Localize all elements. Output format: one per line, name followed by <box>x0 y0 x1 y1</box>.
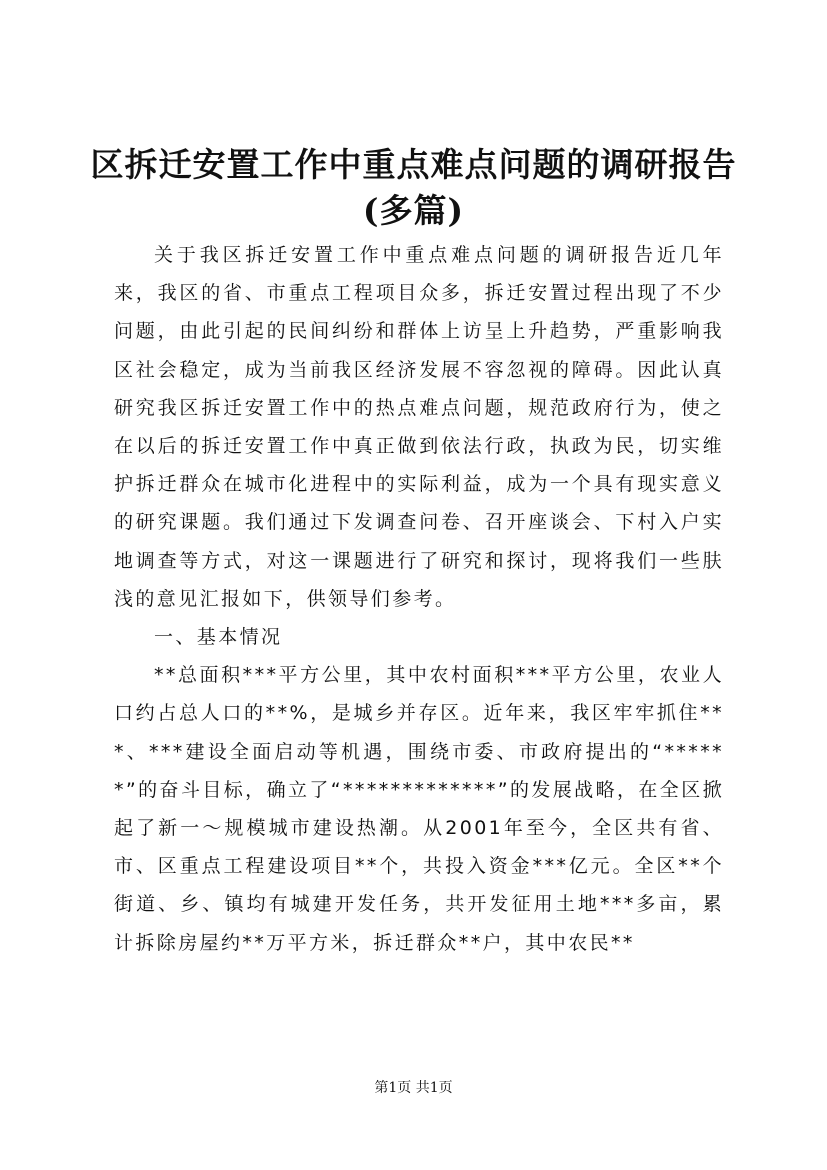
document-title <box>60 142 767 234</box>
intro-paragraph: 关于我区拆迁安置工作中重点难点问题的调研报告近几年来，我区的省、市重点工程项目众多，拆迁安置过程出现了不少问题，由此引起的民间纠纷和群体上访呈上升趋势，严重影响我区社会稳定，成为当前我区经济发展不容忽视的障碍。因此认真研究我区拆迁安置工作中的热点难点问题，规范政府行为，使之在以后的拆迁安置工作中真正做到依法行政，执政为民，切实维护拆迁群众在城市化进程中的实际利益，成为一个具有现实意义的研究课题。我们通过下发调查问卷、召开座谈会、下村入户实地调查等方式，对这一课题进行了研究和探讨，现将我们一些肤浅的意见汇报如下，供领导们参考。 <box>114 244 724 610</box>
page-footer: 第1页 共1页 <box>374 1080 453 1096</box>
document-body <box>114 236 724 962</box>
title-line-1: 区拆迁安置工作中重点难点问题的调研报告 <box>90 145 737 184</box>
section-heading-basic-situation: 一、基本情况 <box>154 626 283 649</box>
basic-situation-paragraph: **总面积***平方公里，其中农村面积***平方公里，农业人口约占总人口的**%，是城乡并存区。近年来，我区牢牢抓住***、***建设全面启动等机遇，围绕市委、市政府提出的“******”的奋斗目标，确立了“*************”的发展战略，在全区掀起了新一～规模城市建设热潮。从2001年至今，全区共有省、市、区重点工程建设项目**个，共投入资金***亿元。全区**个街道、乡、镇均有城建开发任务，共开发征用土地***多亩，累计拆除房屋约**万平方米，拆迁群众**户，其中农民** <box>114 664 724 954</box>
title-line-2: (多篇) <box>362 191 465 230</box>
